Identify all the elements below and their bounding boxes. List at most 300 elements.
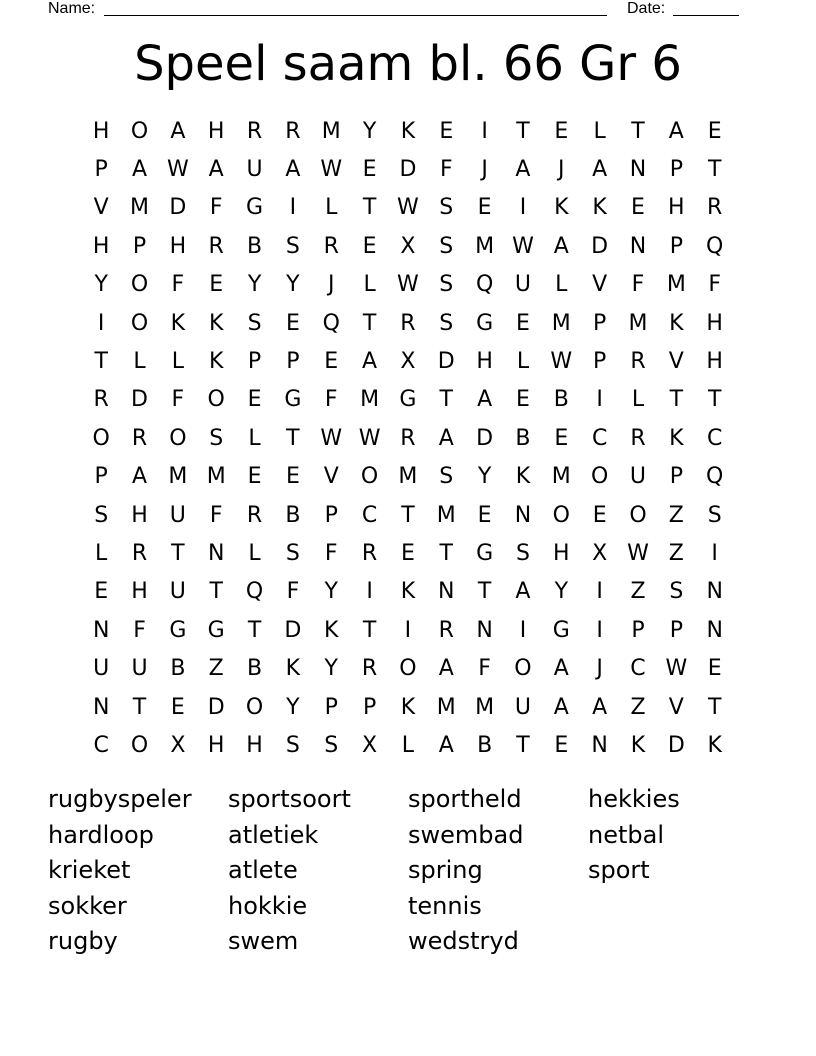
- header: [0, 0, 816, 20]
- word-item: wedstryd: [408, 927, 519, 956]
- word-item: sport: [588, 856, 650, 885]
- grid-cell: Q: [706, 464, 724, 490]
- grid-cell: G: [399, 387, 417, 413]
- grid-cell: E: [439, 118, 454, 144]
- grid-row: [82, 112, 734, 150]
- grid-cell: I: [289, 195, 297, 221]
- grid-cell: R: [131, 540, 148, 566]
- grid-cell: D: [284, 617, 302, 643]
- grid-cell: S: [209, 425, 224, 451]
- grid-cell: O: [360, 464, 379, 490]
- grid-cell: C: [630, 656, 646, 682]
- grid-cell: W: [397, 195, 419, 221]
- grid-cell: M: [628, 310, 648, 336]
- grid-cell: O: [130, 732, 149, 758]
- grid-cell: S: [94, 502, 109, 528]
- grid-cell: F: [171, 272, 185, 298]
- grid-cell: E: [477, 502, 492, 528]
- grid-cell: Y: [477, 464, 492, 490]
- grid-cell: M: [666, 272, 686, 298]
- grid-cell: D: [207, 694, 225, 720]
- grid-cell: P: [247, 349, 262, 375]
- grid-cell: U: [514, 272, 531, 298]
- grid-cell: T: [439, 387, 453, 413]
- grid-cell: W: [320, 157, 343, 183]
- grid-cell: T: [247, 617, 262, 643]
- word-item: hekkies: [588, 785, 680, 813]
- grid-cell: I: [596, 387, 603, 413]
- grid-row: [82, 266, 734, 304]
- grid-cell: E: [516, 310, 530, 336]
- grid-cell: W: [397, 272, 419, 298]
- grid-cell: T: [707, 387, 722, 413]
- grid-cell: P: [324, 694, 338, 720]
- grid-cell: Q: [322, 310, 340, 336]
- date-line: [673, 15, 739, 16]
- grid-cell: L: [171, 349, 184, 375]
- grid-cell: Y: [286, 694, 300, 720]
- grid-cell: F: [286, 579, 300, 605]
- grid-cell: A: [553, 233, 569, 259]
- grid-row: [82, 688, 734, 726]
- grid-cell: Y: [324, 656, 338, 682]
- grid-cell: E: [247, 464, 262, 490]
- grid-cell: E: [247, 387, 262, 413]
- word-item: swembad: [408, 820, 524, 849]
- grid-cell: L: [95, 540, 108, 566]
- grid-cell: J: [596, 656, 603, 682]
- grid-cell: O: [130, 118, 149, 144]
- grid-cell: F: [324, 387, 338, 413]
- grid-cell: E: [324, 349, 339, 375]
- grid-cell: A: [208, 157, 224, 183]
- grid-cell: X: [362, 732, 378, 758]
- word-item: krieket: [48, 856, 131, 885]
- grid-cell: H: [169, 233, 187, 259]
- grid-cell: D: [437, 349, 455, 375]
- grid-cell: M: [360, 387, 380, 413]
- grid-cell: E: [209, 272, 224, 298]
- grid-cell: F: [209, 195, 223, 221]
- grid-cell: L: [363, 272, 376, 298]
- grid-cell: U: [246, 157, 263, 183]
- grid-cell: W: [512, 233, 534, 259]
- grid-row: [82, 534, 734, 572]
- grid-cell: M: [436, 502, 456, 528]
- grid-cell: A: [438, 656, 454, 682]
- grid-cell: P: [132, 233, 147, 259]
- grid-cell: U: [169, 579, 186, 605]
- grid-cell: E: [362, 157, 377, 183]
- grid-cell: D: [476, 425, 494, 451]
- grid-cell: G: [476, 310, 494, 336]
- grid-cell: O: [92, 425, 110, 451]
- grid-cell: Y: [362, 118, 377, 144]
- grid-row: [82, 150, 734, 188]
- grid-cell: R: [285, 118, 301, 144]
- grid-cell: K: [208, 310, 224, 336]
- grid-cell: P: [593, 310, 607, 336]
- grid-row: [82, 726, 734, 764]
- grid-cell: O: [552, 502, 570, 528]
- grid-cell: F: [133, 617, 146, 643]
- grid-row: [82, 189, 734, 227]
- word-item: spring: [408, 856, 483, 885]
- grid-cell: G: [284, 387, 302, 413]
- grid-cell: P: [631, 617, 645, 643]
- grid-cell: R: [246, 502, 263, 528]
- grid-row: [82, 573, 734, 611]
- grid-cell: N: [706, 579, 723, 605]
- grid-cell: Q: [475, 272, 494, 298]
- grid-cell: V: [323, 464, 339, 490]
- grid-cell: Y: [247, 272, 262, 298]
- grid-cell: W: [166, 157, 189, 183]
- grid-cell: I: [596, 579, 603, 605]
- grid-cell: T: [516, 118, 530, 144]
- grid-cell: L: [248, 425, 261, 451]
- grid-cell: M: [551, 464, 571, 490]
- grid-cell: Z: [668, 540, 684, 566]
- grid-cell: B: [247, 233, 263, 259]
- grid-cell: T: [171, 540, 185, 566]
- grid-cell: T: [707, 157, 722, 183]
- grid-row: [82, 304, 734, 342]
- grid-cell: E: [170, 694, 185, 720]
- grid-cell: R: [630, 425, 646, 451]
- grid-row: [82, 496, 734, 534]
- grid-cell: P: [362, 694, 377, 720]
- grid-cell: F: [708, 272, 721, 298]
- grid-cell: N: [629, 157, 647, 183]
- grid-cell: F: [478, 656, 491, 682]
- grid-cell: A: [131, 157, 148, 183]
- word-item: rugbyspeler: [48, 785, 192, 813]
- grid-cell: E: [707, 118, 722, 144]
- grid-cell: B: [515, 425, 531, 451]
- grid-cell: I: [596, 617, 603, 643]
- grid-cell: F: [631, 272, 645, 298]
- word-item: swem: [228, 927, 299, 956]
- grid-cell: Z: [630, 694, 646, 720]
- grid-cell: P: [593, 349, 607, 375]
- grid-cell: M: [475, 694, 495, 720]
- grid-cell: G: [476, 540, 494, 566]
- name-label: Name:: [48, 0, 96, 17]
- grid-cell: I: [519, 195, 527, 221]
- grid-cell: T: [439, 540, 453, 566]
- grid-cell: H: [207, 732, 225, 758]
- grid-cell: Y: [94, 272, 108, 298]
- grid-cell: P: [324, 502, 338, 528]
- grid-cell: L: [631, 387, 645, 413]
- grid-cell: E: [554, 732, 569, 758]
- grid-cell: J: [481, 157, 488, 183]
- grid-cell: Z: [630, 579, 646, 605]
- grid-cell: H: [207, 118, 225, 144]
- grid-cell: N: [591, 732, 608, 758]
- grid-cell: N: [514, 502, 532, 528]
- grid-cell: E: [400, 540, 415, 566]
- grid-cell: O: [590, 464, 609, 490]
- grid-cell: R: [630, 349, 646, 375]
- grid-cell: T: [477, 579, 492, 605]
- grid-cell: G: [552, 617, 570, 643]
- grid-cell: S: [247, 310, 262, 336]
- grid-cell: A: [553, 694, 569, 720]
- grid-cell: Y: [324, 579, 338, 605]
- grid-cell: N: [476, 617, 493, 643]
- grid-cell: D: [131, 387, 148, 413]
- grid-cell: L: [248, 540, 261, 566]
- word-item: sportsoort: [228, 785, 351, 813]
- grid-cell: A: [285, 157, 301, 183]
- grid-cell: L: [401, 732, 415, 758]
- grid-cell: X: [170, 732, 186, 758]
- grid-cell: A: [515, 579, 531, 605]
- grid-cell: S: [439, 310, 454, 336]
- grid-cell: M: [321, 118, 341, 144]
- grid-cell: X: [400, 349, 416, 375]
- grid-cell: O: [207, 387, 225, 413]
- name-line: [104, 15, 607, 16]
- grid-cell: P: [669, 617, 683, 643]
- grid-cell: C: [591, 425, 608, 451]
- grid-cell: K: [592, 195, 607, 221]
- grid-cell: L: [555, 272, 568, 298]
- grid-cell: U: [514, 694, 531, 720]
- grid-cell: S: [285, 233, 300, 259]
- grid-cell: M: [130, 195, 149, 221]
- grid-cell: E: [285, 310, 300, 336]
- grid-cell: S: [285, 540, 300, 566]
- grid-cell: N: [207, 540, 225, 566]
- grid-cell: O: [130, 310, 149, 336]
- grid-cell: E: [477, 195, 492, 221]
- grid-cell: H: [131, 579, 148, 605]
- grid-cell: K: [554, 195, 569, 221]
- grid-cell: E: [94, 579, 109, 605]
- grid-cell: R: [208, 233, 224, 259]
- grid-cell: M: [206, 464, 226, 490]
- grid-cell: H: [668, 195, 685, 221]
- grid-cell: Y: [554, 579, 569, 605]
- grid-cell: B: [170, 656, 186, 682]
- grid-cell: A: [438, 425, 454, 451]
- grid-cell: M: [551, 310, 571, 336]
- grid-row: [82, 649, 734, 687]
- grid-cell: S: [439, 272, 454, 298]
- grid-cell: L: [516, 349, 530, 375]
- grid-cell: R: [361, 656, 378, 682]
- grid-cell: K: [669, 425, 684, 451]
- grid-cell: H: [706, 310, 723, 336]
- grid-cell: B: [247, 656, 263, 682]
- grid-cell: B: [477, 732, 493, 758]
- grid-cell: P: [94, 464, 108, 490]
- grid-cell: P: [669, 464, 683, 490]
- grid-cell: V: [592, 272, 608, 298]
- grid-cell: K: [669, 310, 684, 336]
- grid-cell: O: [245, 694, 264, 720]
- grid-cell: T: [631, 118, 645, 144]
- grid-cell: M: [168, 464, 188, 490]
- grid-cell: W: [550, 349, 573, 375]
- grid-cell: D: [169, 195, 187, 221]
- grid-cell: S: [515, 540, 530, 566]
- grid-cell: H: [92, 233, 110, 259]
- grid-cell: L: [133, 349, 146, 375]
- grid-cell: D: [399, 157, 417, 183]
- grid-cell: M: [475, 233, 495, 259]
- grid-cell: D: [667, 732, 685, 758]
- grid-cell: V: [93, 195, 109, 221]
- grid-cell: M: [436, 694, 456, 720]
- grid-cell: Z: [208, 656, 224, 682]
- grid-cell: T: [669, 387, 684, 413]
- grid-cell: I: [404, 617, 412, 643]
- word-item: sportheld: [408, 785, 522, 813]
- grid-cell: Z: [668, 502, 684, 528]
- grid-cell: T: [362, 617, 377, 643]
- grid-cell: R: [361, 540, 378, 566]
- word-item: rugby: [48, 927, 118, 956]
- grid-cell: E: [362, 233, 377, 259]
- grid-cell: K: [400, 118, 416, 144]
- grid-cell: R: [131, 425, 148, 451]
- grid-cell: T: [362, 195, 377, 221]
- grid-cell: E: [707, 656, 722, 682]
- grid-cell: A: [553, 656, 569, 682]
- grid-row: [82, 419, 734, 457]
- grid-cell: U: [169, 502, 186, 528]
- grid-cell: T: [132, 694, 147, 720]
- word-item: hokkie: [228, 891, 308, 920]
- grid-cell: Q: [706, 233, 724, 259]
- grid-cell: U: [93, 656, 110, 682]
- grid-cell: L: [325, 195, 338, 221]
- grid-cell: Y: [286, 272, 300, 298]
- grid-cell: C: [361, 502, 378, 528]
- grid-cell: H: [553, 540, 570, 566]
- grid-cell: X: [400, 233, 416, 259]
- grid-cell: G: [207, 617, 225, 643]
- grid-cell: H: [246, 732, 263, 758]
- grid-cell: S: [285, 732, 300, 758]
- grid-cell: I: [711, 540, 718, 566]
- grid-cell: A: [592, 157, 608, 183]
- grid-cell: A: [170, 118, 186, 144]
- grid-cell: H: [131, 502, 148, 528]
- grid-cell: O: [169, 425, 187, 451]
- letter-grid: [82, 112, 734, 765]
- grid-cell: E: [554, 118, 569, 144]
- grid-cell: T: [94, 349, 108, 375]
- grid-cell: A: [362, 349, 378, 375]
- grid-cell: S: [669, 579, 684, 605]
- grid-cell: T: [362, 310, 377, 336]
- grid-cell: P: [286, 349, 300, 375]
- grid-cell: F: [439, 157, 453, 183]
- grid-cell: R: [438, 617, 454, 643]
- grid-cell: T: [286, 425, 300, 451]
- grid-cell: F: [171, 387, 185, 413]
- grid-cell: I: [366, 579, 373, 605]
- grid-cell: V: [668, 694, 684, 720]
- grid-cell: X: [592, 540, 608, 566]
- grid-cell: A: [477, 387, 493, 413]
- grid-cell: K: [515, 464, 531, 490]
- grid-cell: I: [97, 310, 105, 336]
- grid-cell: J: [327, 272, 335, 298]
- grid-cell: O: [130, 272, 149, 298]
- grid-cell: D: [591, 233, 609, 259]
- word-item: atlete: [228, 856, 298, 885]
- grid-cell: O: [399, 656, 417, 682]
- grid-cell: O: [514, 656, 532, 682]
- grid-cell: G: [169, 617, 187, 643]
- grid-cell: K: [208, 349, 224, 375]
- grid-cell: N: [438, 579, 455, 605]
- grid-cell: Q: [245, 579, 264, 605]
- grid-cell: S: [439, 195, 454, 221]
- grid-cell: H: [92, 118, 110, 144]
- word-item: hardloop: [48, 820, 154, 849]
- grid-cell: A: [438, 732, 454, 758]
- grid-cell: E: [516, 387, 530, 413]
- word-item: netbal: [588, 820, 664, 849]
- grid-cell: J: [558, 157, 565, 183]
- grid-cell: A: [515, 157, 531, 183]
- grid-cell: I: [519, 617, 527, 643]
- grid-cell: G: [246, 195, 264, 221]
- grid-cell: R: [707, 195, 723, 221]
- grid-cell: L: [593, 118, 606, 144]
- word-item: atletiek: [228, 820, 319, 849]
- grid-cell: H: [706, 349, 723, 375]
- grid-cell: R: [246, 118, 263, 144]
- grid-cell: K: [324, 617, 339, 643]
- grid-cell: R: [323, 233, 339, 259]
- date-label: Date:: [627, 0, 666, 17]
- grid-cell: T: [516, 732, 530, 758]
- grid-row: [82, 611, 734, 649]
- grid-cell: A: [131, 464, 148, 490]
- grid-cell: R: [400, 425, 416, 451]
- word-item: tennis: [408, 891, 482, 920]
- grid-cell: P: [94, 157, 108, 183]
- grid-cell: W: [665, 656, 688, 682]
- page-title: Speel saam bl. 66 Gr 6: [134, 36, 682, 92]
- grid-cell: K: [400, 694, 416, 720]
- grid-row: [82, 342, 734, 380]
- grid-cell: T: [707, 694, 722, 720]
- grid-cell: P: [669, 157, 683, 183]
- grid-cell: K: [707, 732, 722, 758]
- grid-cell: W: [358, 425, 381, 451]
- grid-cell: W: [627, 540, 649, 566]
- grid-cell: N: [706, 617, 723, 643]
- grid-cell: N: [629, 233, 647, 259]
- grid-cell: E: [554, 425, 569, 451]
- grid-cell: A: [592, 694, 608, 720]
- grid-cell: N: [92, 694, 110, 720]
- grid-cell: W: [320, 425, 343, 451]
- grid-cell: B: [285, 502, 301, 528]
- grid-cell: O: [629, 502, 647, 528]
- grid-cell: H: [476, 349, 493, 375]
- grid-cell: S: [439, 464, 454, 490]
